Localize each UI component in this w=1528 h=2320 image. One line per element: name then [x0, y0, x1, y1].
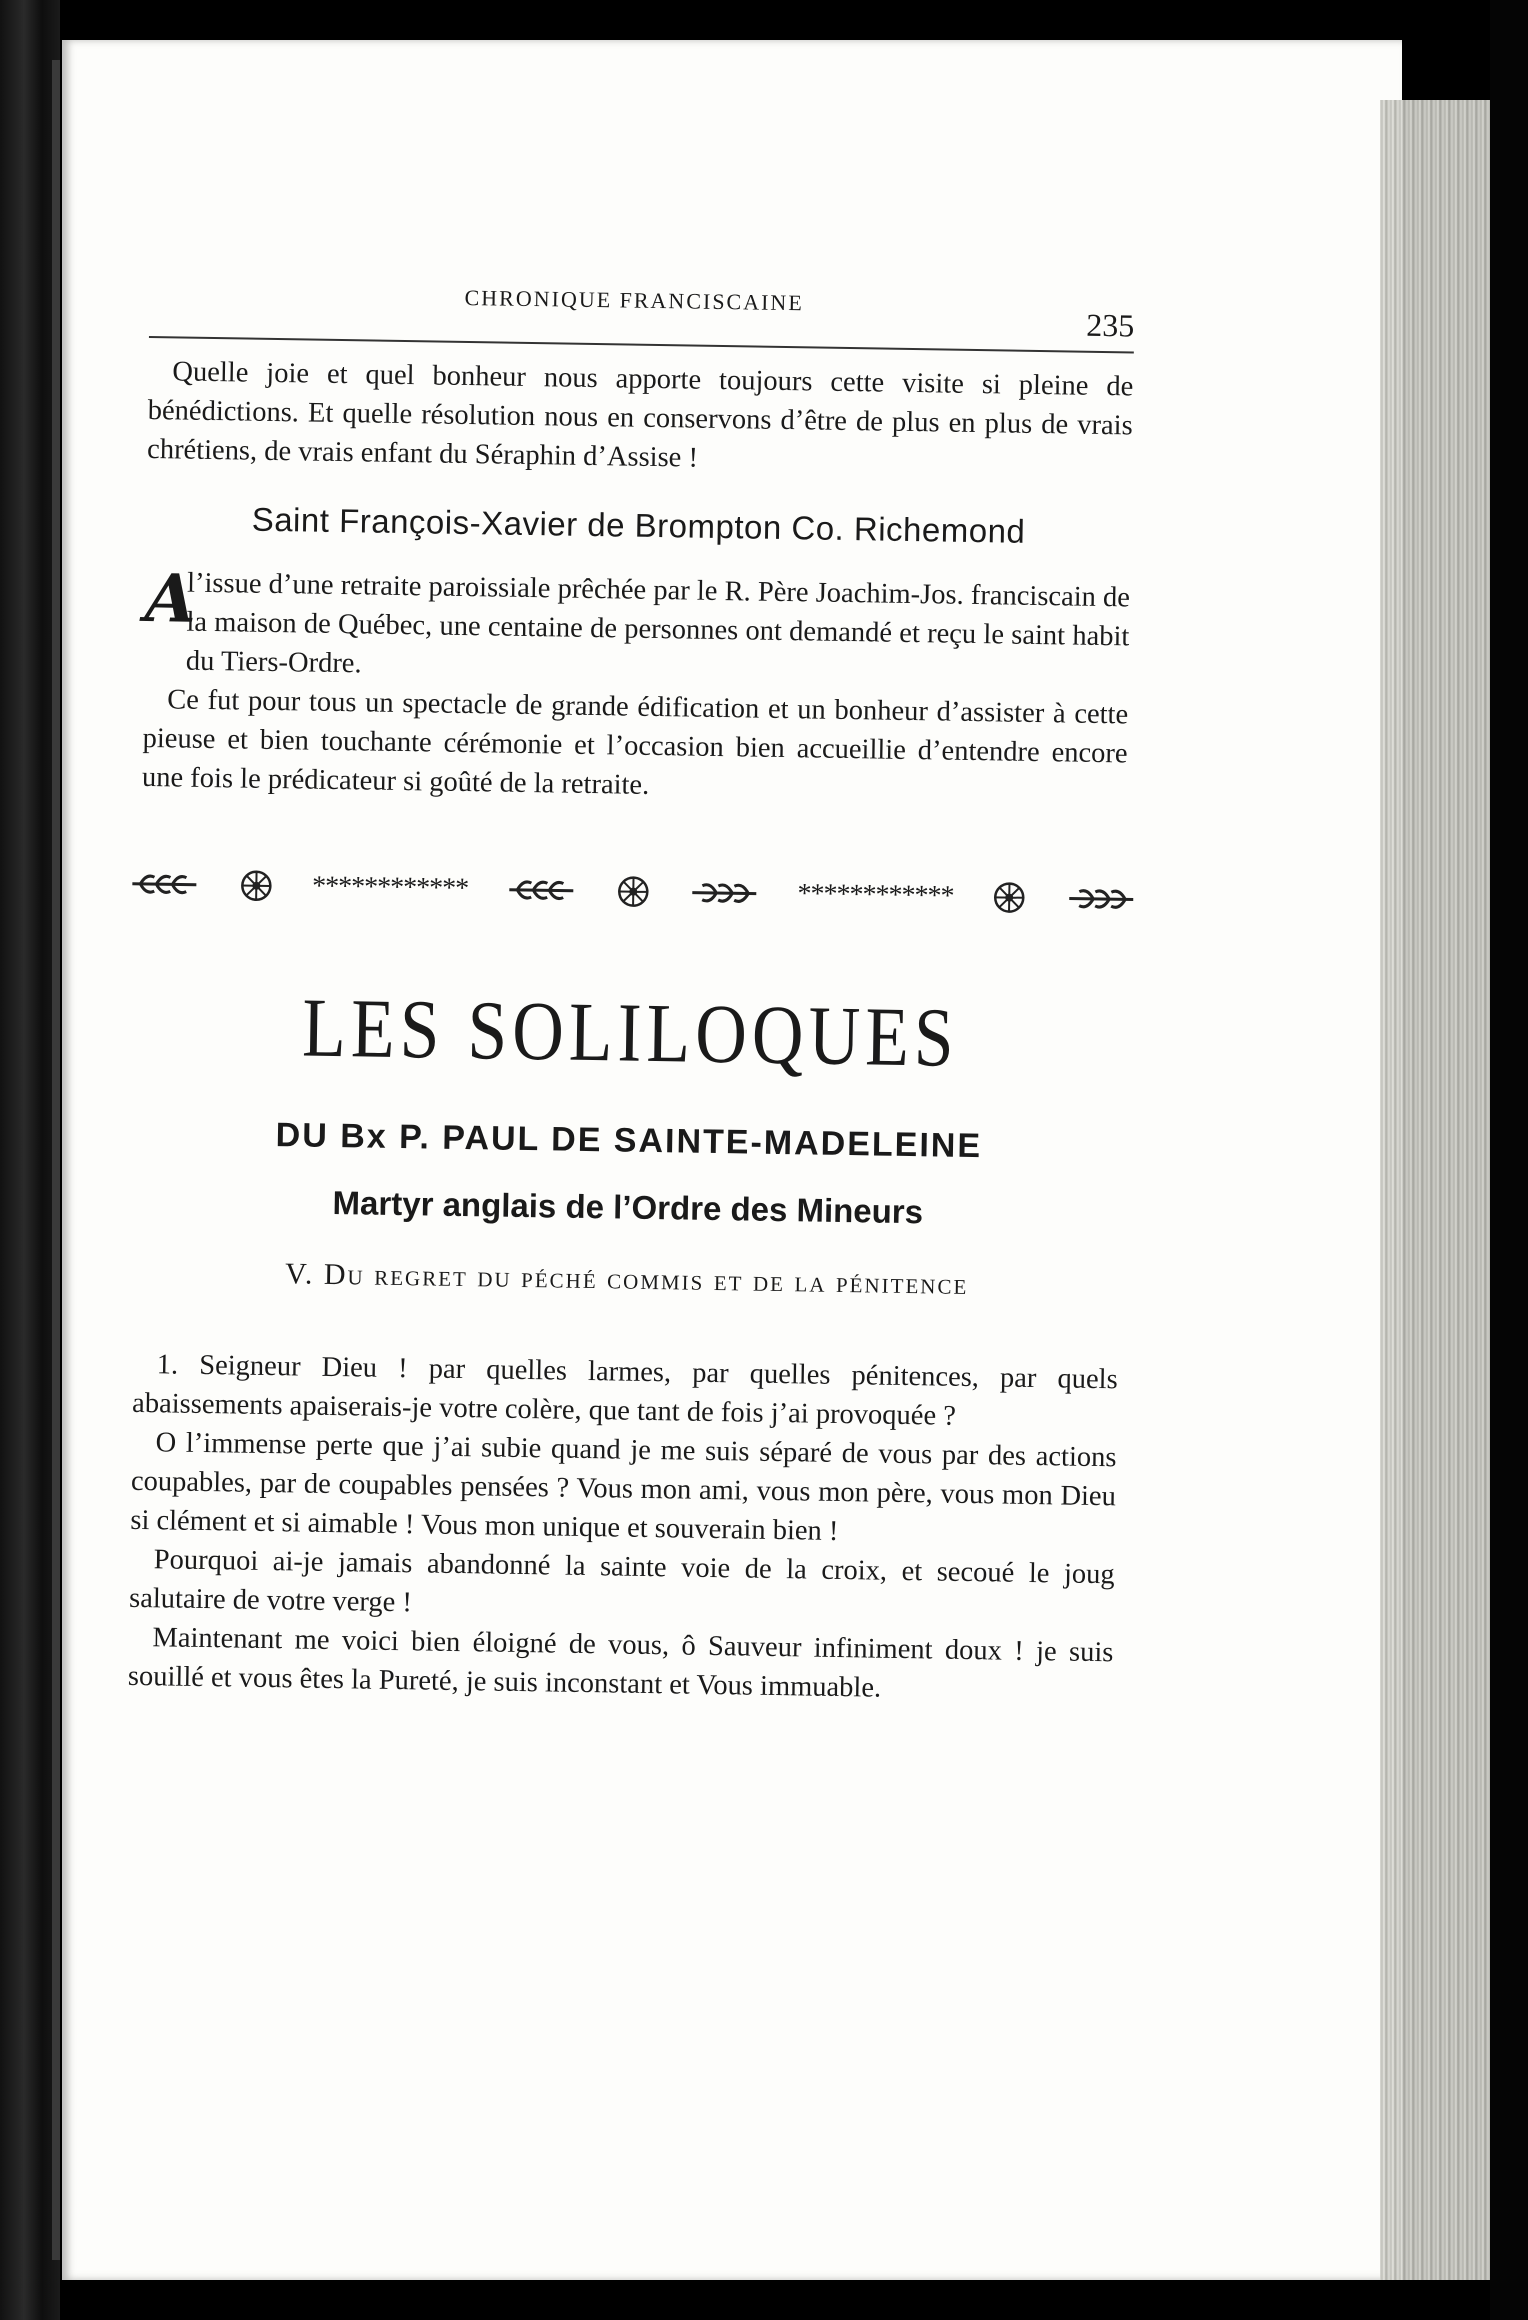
article-paragraph-3: Pourquoi ai-je jamais abandonné la sainte voie de la croix, et secoué le joug salutaire de votre verge !: [128, 1544, 1115, 1619]
article-paragraph-2: O l’immense perte que j’ai subie quand je me suis séparé de vous par des actions coupables, par de coupables pensées ? Vous mon ami, vous mon père, vous mon Dieu si clément et si aimable ! Vous mon unique et souverain bien !: [130, 1427, 1117, 1547]
article-paragraph-1: 1. Seigneur Dieu ! par quelles larmes, par quelles pénitences, par quels abaissements apaiserais-je votre colère, que tant de fois j’ai provoquée ?: [131, 1349, 1118, 1432]
chapter-heading: V. Du regret du péché commis et de la pénitence: [284, 1257, 969, 1301]
section-paragraph-1: [144, 558, 1131, 695]
stars-left: ************: [311, 870, 469, 905]
leaf-scroll-right-icon: [1065, 883, 1135, 914]
section-paragraph-2: Ce fut pour tous un spectacle de grande édification et un bonheur d’assister à cette pieuse et bien touchante cérémonie et l’occasion bien accueillie d’entendre encore une fois le prédicateur si goûté de la retraite.: [141, 684, 1129, 801]
drop-cap: A: [144, 558, 197, 638]
article-paragraph-4: Maintenant me voici bien éloigné de vous, ô Sauveur infiniment doux ! je suis souillé et vous êtes la Pureté, je suis inconstant et Vous immuable.: [127, 1622, 1114, 1704]
leaf-scroll-center-left-icon: [507, 875, 577, 906]
section-paragraph-1-text: l’issue d’une retraite paroissiale prêchée par le R. Père Joachim-Jos. franciscain de la maison de Québec, une centaine de personnes ont demandé et reçu le saint habit du Tiers-Ordre.: [185, 567, 1131, 680]
rosette-center-icon: [616, 874, 651, 909]
page-number: 235: [1085, 306, 1135, 344]
leaf-scroll-left-icon: [130, 869, 200, 900]
article-subtitle: DU Bx P. PAUL DE SAINTE-MADELEINE: [275, 1116, 983, 1166]
rosette-right-icon: [992, 880, 1027, 915]
rosette-left-icon: [239, 868, 274, 903]
leaf-scroll-center-right-icon: [688, 878, 758, 909]
section-heading: Saint François-Xavier de Brompton Co. Richemond: [251, 500, 1026, 550]
stars-right: ************: [797, 878, 954, 912]
ornament-divider: [130, 859, 1136, 925]
article-subtitle-2: Martyr anglais de l’Ordre des Mineurs: [332, 1183, 924, 1231]
page-content: [128, 270, 1135, 1711]
running-head-title: CHRONIQUE FRANCISCAINE: [464, 284, 804, 316]
intro-paragraph: Quelle joie et quel bonheur nous apporte toujours cette visite si pleine de bénédictions. Et quelle résolution nous en conservons d’être de plus en plus de vrais chrétiens, de vrais enfant du Séraphin d’Assise !: [146, 356, 1134, 474]
page-stack-edge: [1380, 100, 1490, 2280]
scan-right-border: [1490, 0, 1528, 2320]
scan-left-binding: [0, 0, 60, 2320]
article-title: LES SOLILOQUES: [301, 981, 960, 1085]
